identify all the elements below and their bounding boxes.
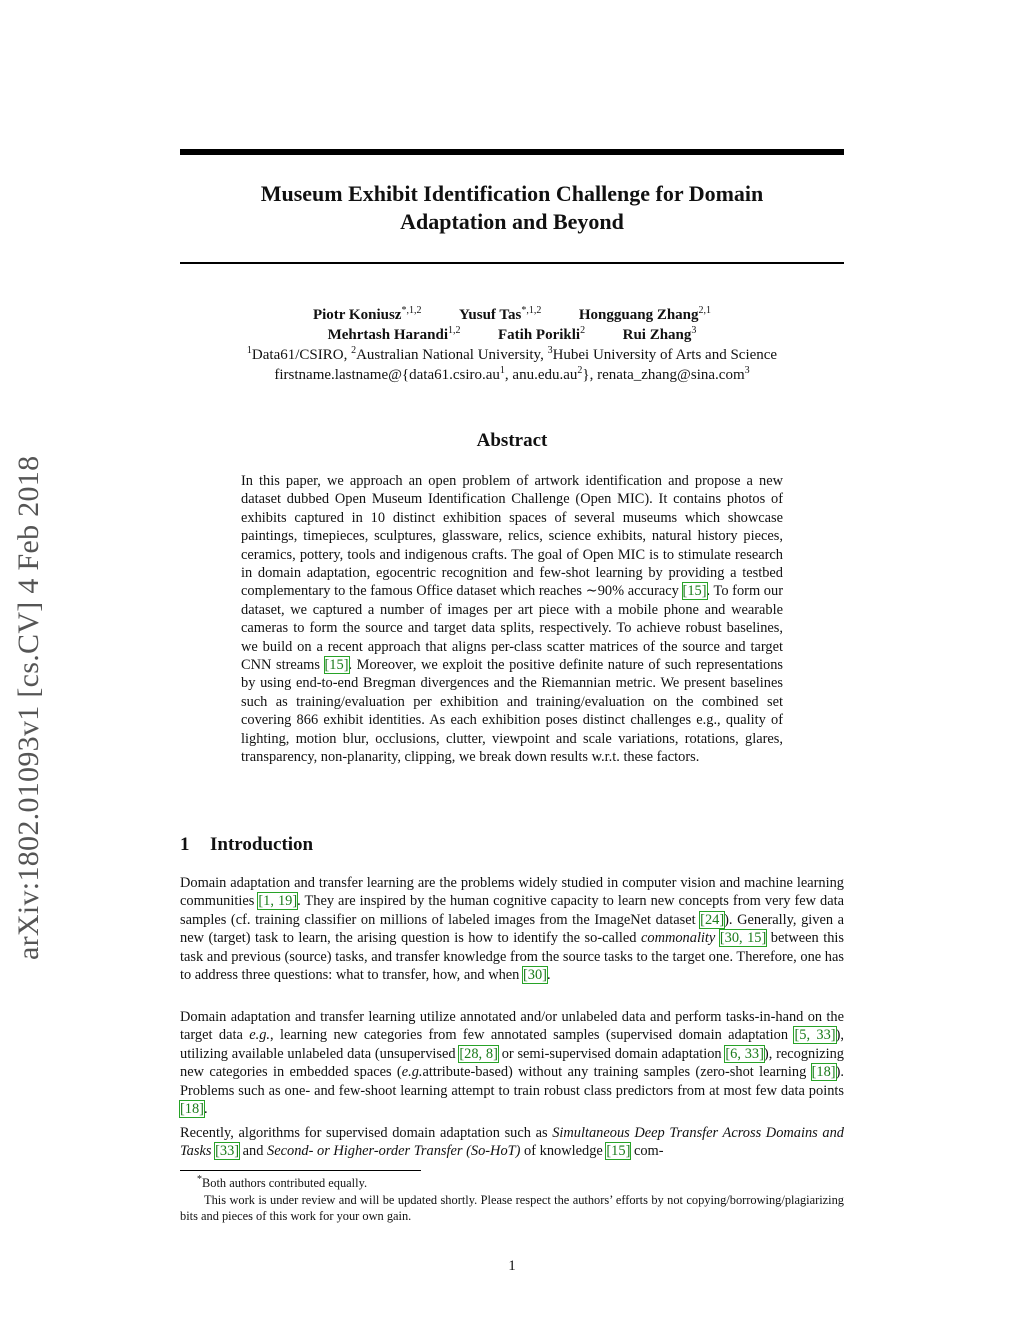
email-text: firstname.lastname@{data61.csiro.au xyxy=(274,367,500,383)
emphasis-text: Second- or Higher-order Transfer (So-HoT) xyxy=(267,1143,521,1160)
para-text: ), utilizing available unlabeled data (unsupervised xyxy=(180,1027,844,1062)
citation-link[interactable]: [30] xyxy=(522,967,547,984)
affil-sup: 3 xyxy=(547,345,553,356)
footnote-1 xyxy=(180,1175,844,1191)
affil-text: Hubei University of Arts and Science xyxy=(552,347,778,363)
citation-link[interactable]: [6, 33] xyxy=(725,1045,764,1062)
abstract-body xyxy=(241,472,783,767)
title-bottom-rule xyxy=(180,262,844,264)
abstract-heading: Abstract xyxy=(476,430,548,451)
para-text: Domain adaptation and transfer learning are the problems widely studied in computer vision and machine learning communities xyxy=(180,875,844,910)
email-sup: 1 xyxy=(499,365,505,376)
citation-link[interactable]: [15] xyxy=(606,1143,631,1160)
para-text: Domain adaptation and transfer learning utilize annotated and/or unlabeled data and perform tasks-in-hand on the target data xyxy=(180,1009,844,1044)
top-thick-rule xyxy=(180,149,844,155)
author-sup: 1,2 xyxy=(448,325,461,336)
abstract-text: . Moreover, we exploit the positive definite nature of such representations by using end-to-end Bregman divergences and the Riemannian metric. We present baselines such as training/evaluation per exhibition and training/evaluation on the combined set covering 866 exhibit identities. As each exhibition poses distinct challenges e.g., quality of lighting, motion blur, occlusions, clutter, viewpoint and scale variations, rotations, glares, transparency, non-planarity, clipping, we break down results w.r.t. these factors. xyxy=(241,657,783,766)
author-name: Hongguang Zhang xyxy=(578,307,699,323)
page-number: 1 xyxy=(508,1258,516,1274)
emphasis-text: commonality xyxy=(640,930,716,947)
title-line-1: Museum Exhibit Identification Challenge for Domain xyxy=(260,181,764,206)
author-sup: 2 xyxy=(580,325,586,336)
emails xyxy=(180,365,844,385)
author-line-2 xyxy=(180,325,844,345)
citation-link[interactable]: [5, 33] xyxy=(794,1027,836,1044)
title-line-2: Adaptation and Beyond xyxy=(400,209,624,234)
affil-sup: 1 xyxy=(246,345,252,356)
footnote-rule xyxy=(180,1170,421,1171)
intro-paragraph-2 xyxy=(180,1008,844,1118)
affil-sup: 2 xyxy=(351,345,357,356)
author-line-1 xyxy=(180,305,844,325)
para-text: . xyxy=(546,967,551,984)
footnote-text: Both authors contributed equally. xyxy=(202,1176,368,1190)
arxiv-stamp: arXiv:1802.01093v1 [cs.CV] 4 Feb 2018 xyxy=(12,455,45,960)
para-text: Recently, algorithms for supervised domain adaptation such as xyxy=(180,1125,553,1141)
affil-text: Data61/CSIRO, xyxy=(251,347,352,363)
author-name: Mehrtash Harandi xyxy=(327,327,449,343)
author-sup: 2,1 xyxy=(698,305,712,316)
author-name: Yusuf Tas xyxy=(458,307,522,323)
citation-link[interactable]: [18] xyxy=(811,1064,836,1081)
author-name: Rui Zhang xyxy=(622,327,692,343)
para-text: ). Generally, given a new (target) task to learn, the arising question is how to identify the so-called xyxy=(180,911,844,947)
author-name: Fatih Porikli xyxy=(498,327,581,343)
para-text: . They are inspired by the human cognitive capacity to learn new concepts from very few data samples (cf. training classifier on millions of labeled images from the ImageNet dataset xyxy=(180,893,844,928)
email-sup: 2 xyxy=(577,365,583,376)
para-text: ). Problems such as one- and few-shoot learning attempt to train robust class predictors from at most few data points xyxy=(180,1064,844,1099)
citation-link[interactable]: [33] xyxy=(215,1143,240,1160)
para-text: . xyxy=(203,1101,208,1118)
email-sup: 3 xyxy=(744,365,750,376)
citation-link[interactable]: [24] xyxy=(700,911,725,928)
email-text: , anu.edu.au xyxy=(504,367,578,383)
affiliations xyxy=(180,345,844,365)
para-text: and xyxy=(239,1143,268,1160)
author-sup: *,1,2 xyxy=(521,305,542,316)
emphasis-text: Simultaneous Deep Transfer Across Domains and Tasks xyxy=(180,1125,844,1160)
para-text: ), recognizing new categories in embedded spaces ( xyxy=(180,1045,845,1081)
para-text: , learning new categories from few annotated samples (supervised domain adaptation xyxy=(270,1027,795,1044)
citation-link[interactable]: [15] xyxy=(324,657,349,674)
citation-link[interactable]: [28, 8] xyxy=(459,1045,498,1062)
abstract-text: In this paper, we approach an open problem of artwork identification and propose a new dataset dubbed Open Museum Identification Challenge (Open MIC). It contains photos of exhibits captured in 10 distinct exhibition spaces of several museums which showcase paintings, timepieces, sculptures, glassware, relics, science exhibits, natural history pieces, ceramics, pottery, tools and indigenous crafts. The goal of Open MIC is to stimulate research in domain adaptation, egocentric recognition and few-shot learning by providing a testbed complementary to the famous Office dataset which reaches ∼90% accuracy xyxy=(241,473,783,600)
para-text: or semi-supervised domain adaptation xyxy=(497,1045,726,1062)
abstract-text: . To form our dataset, we captured a number of images per art piece with a mobile phone and wearable cameras to form the source and target data splits, respectively. To achieve robust baselines, we build on a recent approach that aligns per-class scatter matrices of the source and target CNN streams xyxy=(241,583,783,674)
section-number: 1 xyxy=(180,834,190,855)
footnote-text: This work is under review and will be updated shortly. Please respect the authors’ efforts by not copying/borrowing/plagiarizing bits and pieces of this work for your own gain. xyxy=(180,1193,844,1223)
citation-link[interactable]: [15] xyxy=(682,583,707,600)
section-heading xyxy=(180,834,313,856)
intro-paragraph-1 xyxy=(180,874,844,984)
emphasis-text: e.g. xyxy=(401,1064,423,1081)
footnote-mark: * xyxy=(197,1173,202,1185)
author-name: Piotr Koniusz xyxy=(312,307,402,323)
citation-link[interactable]: [30, 15] xyxy=(719,930,767,947)
para-text: of knowledge xyxy=(520,1143,607,1160)
paper-title xyxy=(180,180,844,236)
citation-link[interactable]: [18] xyxy=(180,1101,204,1118)
affil-text: Australian National University, xyxy=(356,347,548,363)
para-text: com- xyxy=(630,1143,664,1160)
author-sup: *,1,2 xyxy=(401,305,422,316)
author-sup: 3 xyxy=(691,325,697,336)
citation-link[interactable]: [1, 19] xyxy=(258,893,298,910)
para-text: attribute-based) without any training samples (zero-shot learning xyxy=(422,1064,812,1081)
intro-paragraph-3 xyxy=(180,1124,844,1161)
emphasis-text: e.g. xyxy=(249,1027,270,1044)
section-title: Introduction xyxy=(210,834,314,855)
email-text: }, renata_zhang@sina.com xyxy=(582,367,745,383)
para-text: between this task and previous (source) tasks, and transfer knowledge from the source tasks to the target one. Therefore, one has to address three questions: what to transfer, how, and when xyxy=(180,930,844,984)
footnote-2 xyxy=(180,1192,844,1224)
